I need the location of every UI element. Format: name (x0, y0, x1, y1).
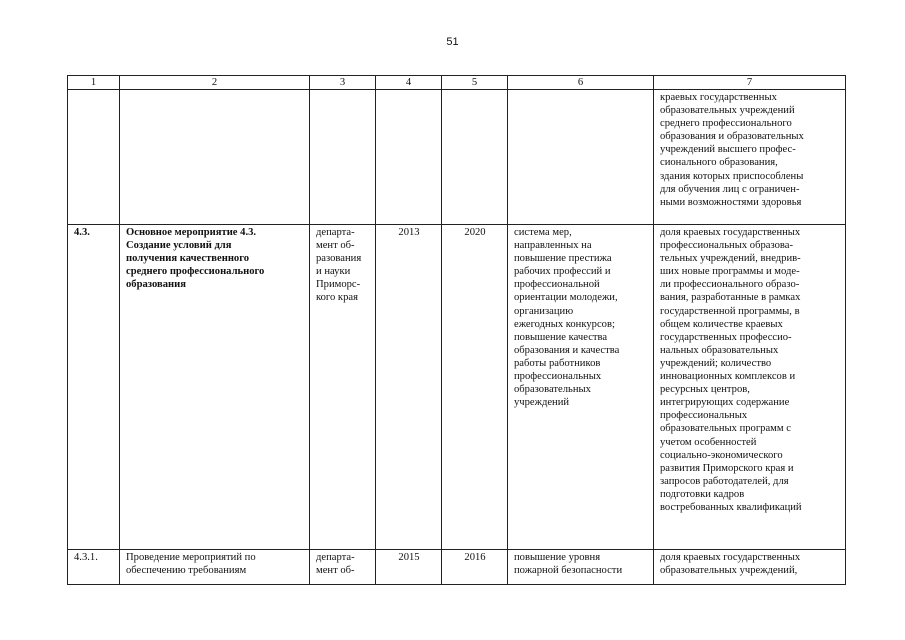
measure-title-cell: Основное мероприятие 4.3. Создание условий для получения качественного среднего профессионального образования (120, 225, 310, 550)
column-header: 4 (376, 76, 442, 90)
measure-title-cell (120, 90, 310, 225)
row-number-cell: 4.3. (68, 225, 120, 550)
expected-result-cell (508, 90, 654, 225)
table-row (68, 90, 846, 225)
end-year-cell: 2016 (442, 550, 508, 585)
start-year-cell: 2015 (376, 550, 442, 585)
column-header: 7 (654, 76, 846, 90)
column-header: 1 (68, 76, 120, 90)
executor-cell: департа- мент об- (310, 550, 376, 585)
executor-cell: департа- мент об- разования и науки Приморс- кого края (310, 225, 376, 550)
row-number-cell (68, 90, 120, 225)
expected-result-cell: система мер, направленных на повышение престижа рабочих профессий и профессиональной ориентации молодежи, организацию ежегодных конкурсов; повышение качества образования и качества работы работников профессиональных образовательных учреждений (508, 225, 654, 550)
indicator-cell: доля краевых государственных профессиональных образова- тельных учреждений, внедрив- ших новые программы и моде- ли профессионального образо- вания, разработанные в рамках государственной программы, в общем количестве краевых государственных профессио- нальных образовательных учреждений; количество инновационных комплексов и ресурсных центров, интегрирующих содержание профессиональных образовательных программ с учетом особенностей социально-экономического развития Приморского края и запросов работодателей, для подготовки кадров востребованных квалификаций (654, 225, 846, 550)
page-number: 51 (446, 36, 459, 48)
program-measures-table (67, 75, 846, 585)
table-row (68, 225, 846, 550)
column-header: 6 (508, 76, 654, 90)
indicator-cell: краевых государственных образовательных учреждений среднего профессионального образования и образовательных учреждений высшего профес- сионального образования, здания которых приспособлены для обучения лиц с ограничен- ными возможностями здоровья (654, 90, 846, 225)
executor-cell (310, 90, 376, 225)
row-number-cell: 4.3.1. (68, 550, 120, 585)
end-year-cell (442, 90, 508, 225)
indicator-cell: доля краевых государственных образовательных учреждений, (654, 550, 846, 585)
measure-title-cell: Проведение мероприятий по обеспечению требованиям (120, 550, 310, 585)
table-row (68, 550, 846, 585)
table-header-row (68, 76, 846, 90)
column-header: 2 (120, 76, 310, 90)
column-header: 5 (442, 76, 508, 90)
start-year-cell (376, 90, 442, 225)
end-year-cell: 2020 (442, 225, 508, 550)
column-header: 3 (310, 76, 376, 90)
start-year-cell: 2013 (376, 225, 442, 550)
expected-result-cell: повышение уровня пожарной безопасности (508, 550, 654, 585)
